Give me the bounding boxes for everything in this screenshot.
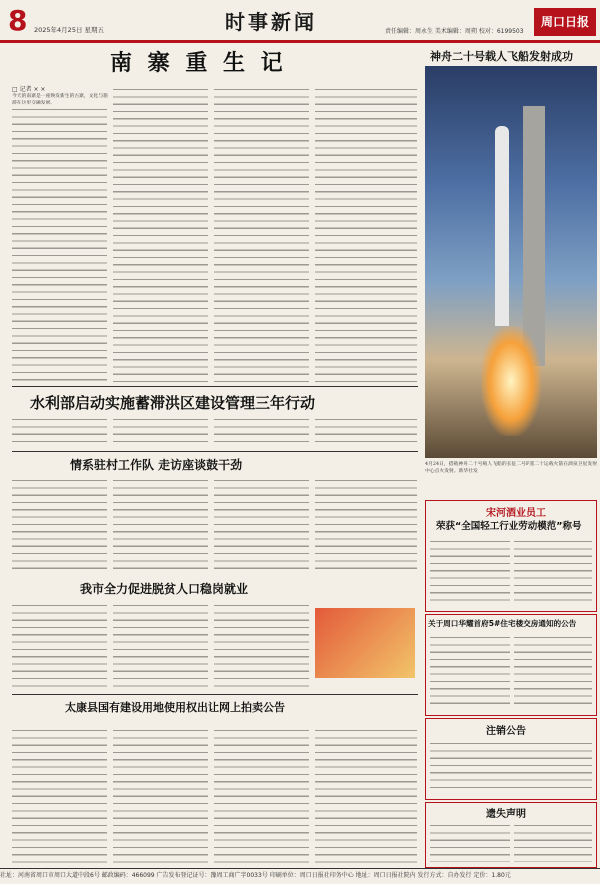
newspaper-logo: 周口日报 xyxy=(534,8,596,36)
liquor-headline-2: 荣获“全国轻工行业劳动模范”称号 xyxy=(436,521,582,532)
page-number: 8 xyxy=(8,4,28,37)
emotion-headline: 情系驻村工作队 走访座谈鼓干劲 xyxy=(70,458,243,472)
section-title: 时事新闻 xyxy=(225,10,317,34)
shenzhou-caption: 4月24日，搭载神舟二十号载人飞船的长征二号F遥二十运载火箭在酒泉卫星发射中心点火发射。新华社发 xyxy=(425,462,597,475)
emotion-body-col4 xyxy=(315,475,417,575)
main-lead: 今天的南寨是一座焕发新生的古寨，文化与旅 xyxy=(12,94,108,99)
emotion-body-col1 xyxy=(12,475,107,575)
liquor-body-col1 xyxy=(430,536,510,604)
auction-headline: 太康县国有建设用地使用权出让网上拍卖公告 xyxy=(65,701,285,714)
divider xyxy=(12,451,418,452)
rocket-body-icon xyxy=(495,126,509,326)
poverty-body-col3 xyxy=(214,600,309,690)
notice1-headline: 关于周口华耀首府5#住宅楼交房通知的公告 xyxy=(428,619,577,628)
editors-line: 责任编辑：周永生 美术编辑：周朔 校对：6199503 xyxy=(385,28,524,35)
main-headline: 南 寨 重 生 记 xyxy=(110,51,287,76)
notice1-body-col2 xyxy=(514,632,592,710)
issue-date: 2025年4月25日 星期五 xyxy=(34,26,105,34)
lost-body-col1 xyxy=(430,820,510,862)
lost-headline: 遗失声明 xyxy=(486,809,526,820)
water-body-col4 xyxy=(315,414,417,448)
emotion-body-col2 xyxy=(113,475,208,575)
poverty-body-col1 xyxy=(12,600,107,690)
divider xyxy=(12,386,418,387)
emotion-body-col3 xyxy=(214,475,309,575)
notice1-body-col1 xyxy=(430,632,510,710)
cancel-body xyxy=(430,738,592,794)
cancel-headline: 注销公告 xyxy=(486,726,526,737)
auction-body-col3 xyxy=(214,725,309,865)
main-body-col4 xyxy=(315,84,417,384)
water-body-col3 xyxy=(214,414,309,448)
promo-graphic xyxy=(315,608,415,678)
rocket-launch-photo xyxy=(425,66,597,458)
main-kicker: □ 记者 × × xyxy=(12,86,46,93)
auction-body-col2 xyxy=(113,725,208,865)
auction-body-col1 xyxy=(12,725,107,865)
rocket-flame-icon xyxy=(481,326,541,436)
main-body-col3 xyxy=(214,84,309,384)
header-rule xyxy=(0,40,600,43)
water-headline: 水利部启动实施蓄滞洪区建设管理三年行动 xyxy=(30,394,316,412)
liquor-headline-1: 宋河酒业员工 xyxy=(486,508,546,519)
divider xyxy=(12,694,418,695)
auction-body-col4 xyxy=(315,725,417,865)
poverty-body-col2 xyxy=(113,600,208,690)
main-body-col1 xyxy=(12,104,107,384)
water-body-col2 xyxy=(113,414,208,448)
liquor-body-col2 xyxy=(514,536,592,604)
page-footer: 社址：河南省周口市周口大道中段6号 邮政编码：466099 广告发布登记证号：豫周工商广字0033号 印刷单位：周口日报社印务中心 地址：周口日报社院内 发行方式：自办发行 定价：1.80元 xyxy=(0,868,600,884)
shenzhou-headline: 神舟二十号载人飞船发射成功 xyxy=(430,50,573,63)
lost-body-col2 xyxy=(514,820,592,862)
water-body-col1 xyxy=(12,414,107,448)
poverty-headline: 我市全力促进脱贫人口稳岗就业 xyxy=(80,582,249,596)
main-body-col2 xyxy=(113,84,208,384)
